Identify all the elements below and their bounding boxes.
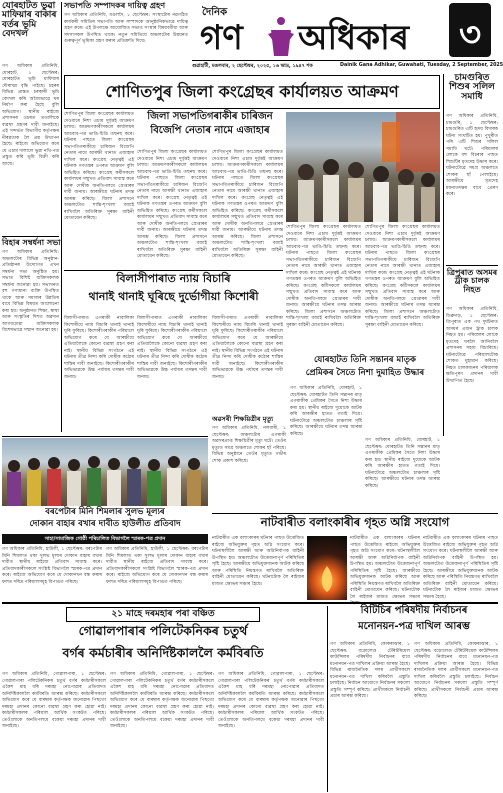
main-col1-text: শোণিতপুৰ জিলা কংগ্ৰেছৰ কাৰ্যালয়ত দেওবাৰে নিশা এচাম দুৰ্বৃত্তই আক্ৰমণ চলায়। আক্ৰমণকাৰীসকলে কাৰ্যালয়ৰ আচবাব-পত্ৰ ভাঙি-চিঙি তছনছ কৰে। ঘটনাৰ পাছতে জিলা কংগ্ৰেছৰ সভাপতিগৰাকীয়ে চাৰিজন বিজেপি নেতাৰ নামে আৰক্ষী থানাত এজাহাৰ দাখিল কৰে। কংগ্ৰেছ নেতৃত্বই এই ঘটনাক গণতন্ত্ৰৰ ওপৰত আক্ৰমণ বুলি অভিহিত কৰিছে। কংগ্ৰেছ কৰ্মীসকলে কাৰ্যালয়ৰ সন্মুখত প্ৰতিবাদ সাব্যস্ত কৰে আৰু দোষীক অনতিপলমে গ্ৰেপ্তাৰৰ দাবী জনায়। আৰক্ষীয়ে ঘটনাৰ তদন্ত আৰম্ভ কৰিছে। জিলা প্ৰশাসনে অঞ্চলটোত শান্তি-শৃংখলা বজাই ৰাখিবলৈ অতিৰিক্ত সুৰক্ষা বাহিনী মোতায়েন কৰিছে। xyxy=(64,112,134,221)
salary-col2-text: গণ অধিকাৰ প্ৰতিনিধি, গোৱালপাৰা, ১ ছেপ্টেম্বৰ: গোৱালপাৰা পলিটেকনিকৰ চতুৰ্থ বৰ্গৰ কৰ্মচাৰীসকলে একৈশ মাহ ধৰি দৰমহা নোপোৱাৰ প্ৰতিবাদত অনিৰ্দিষ্টকাললৈ কৰ্মবিৰতি আৰম্ভ কৰিছে। কৰ্মচাৰীসকলে অভিযোগ কৰে যে বাৰম্বাৰ কৰ্তৃপক্ষক জনোৱাৰ পিছতো দৰমহা প্ৰদানৰ কোনো ব্যৱস্থা গ্ৰহণ কৰা হোৱা নাই। কৰ্মচাৰীসকলৰ পৰিয়াল আৰ্থিক সংকটত পৰিছে। তেওঁলোকে অনতিপলমে বকেয়া দৰমহা প্ৰদানৰ দাবী জনাইছে। xyxy=(110,672,214,729)
protest-crowd-icon xyxy=(2,438,208,506)
btc-headline xyxy=(330,606,498,640)
brand-logo-icon xyxy=(268,16,294,56)
main-col5-text: শোণিতপুৰ জিলা কংগ্ৰেছৰ কাৰ্যালয়ত দেওবাৰে নিশা এচাম দুৰ্বৃত্তই আক্ৰমণ চলায়। আক্ৰমণকাৰীসকলে কাৰ্যালয়ৰ আচবাব-পত্ৰ ভাঙি-চিঙি তছনছ কৰে। ঘটনাৰ পাছতে জিলা কংগ্ৰেছৰ সভাপতিগৰাকীয়ে চাৰিজন বিজেপি নেতাৰ নামে আৰক্ষী থানাত এজাহাৰ দাখিল কৰে। কংগ্ৰেছ নেতৃত্বই এই ঘটনাক গণতন্ত্ৰৰ ওপৰত আক্ৰমণ বুলি অভিহিত কৰিছে। কংগ্ৰেছ কৰ্মীসকলে কাৰ্যালয়ৰ সন্মুখত প্ৰতিবাদ সাব্যস্ত কৰে আৰু দোষীক অনতিপলমে গ্ৰেপ্তাৰৰ দাবী জনায়। আৰক্ষীয়ে ঘটনাৰ তদন্ত আৰম্ভ কৰিছে। জিলা প্ৰশাসনে অঞ্চলটোত শান্তি-শৃংখলা বজাই ৰাখিবলৈ অতিৰিক্ত সুৰক্ষা বাহিনী মোতায়েন কৰিছে। xyxy=(365,225,440,328)
main-col2-text: শোণিতপুৰ জিলা কংগ্ৰেছৰ কাৰ্যালয়ত দেওবাৰে নিশা এচাম দুৰ্বৃত্তই আক্ৰমণ চলায়। আক্ৰমণকাৰীসকলে কাৰ্যালয়ৰ আচবাব-পত্ৰ ভাঙি-চিঙি তছনছ কৰে। ঘটনাৰ পাছতে জিলা কংগ্ৰেছৰ সভাপতিগৰাকীয়ে চাৰিজন বিজেপি নেতাৰ নামে আৰক্ষী থানাত এজাহাৰ দাখিল কৰে। কংগ্ৰেছ নেতৃত্বই এই ঘটনাক গণতন্ত্ৰৰ ওপৰত আক্ৰমণ বুলি অভিহিত কৰিছে। কংগ্ৰেছ কৰ্মীসকলে কাৰ্যালয়ৰ সন্মুখত প্ৰতিবাদ সাব্যস্ত কৰে আৰু দোষীক অনতিপলমে গ্ৰেপ্তাৰৰ দাবী জনায়। আৰক্ষীয়ে ঘটনাৰ তদন্ত আৰম্ভ কৰিছে। জিলা প্ৰশাসনে অঞ্চলটোত শান্তি-শৃংখলা বজাই ৰাখিবলৈ অতিৰিক্ত সুৰক্ষা বাহিনী মোতায়েন কৰিছে। xyxy=(137,150,207,259)
fire-col3-text: নাটবাৰীত এক বলাংকাৰৰ ঘটনাৰ পাছত উত্তেজিত ৰাইজে অভিযুক্তৰ গৃহত অগ্নি সংযোগ কৰে। ঘটনাস্থলীলৈ আৰক্ষী আৰু অগ্নিনিৰ্বাপক বাহিনী উপস্থিত হয়। অঞ্চলটোত উত্তেজনাপূৰ্ণ পৰিস্থিতিৰ সৃষ্টি হৈছে। আৰক্ষীয়ে অভিযুক্তজনক আটক কৰিছে আৰু পৰিস্থিতি নিয়ন্ত্ৰণত ৰাখিবলৈ অতিৰিক্ত বাহিনী মোতায়েন কৰিছে। ঘটনাটোক লৈ ৰাইজৰ মাজত ক্ষোভৰ সঞ্চাৰ হৈছে। xyxy=(423,536,498,600)
btc-headline-line1: বিটিচিৰ পৰিষদীয় নিৰ্বাচনৰ xyxy=(360,605,468,616)
brand-part1: গণ xyxy=(200,18,243,58)
protest-col2-text: গণ অধিকাৰ প্ৰতিনিধি, হাউলী, ১ ছেপ্টেম্বৰ: বৰপেটাৰ মিনি শিমলাত থকা সুলভ মূল্যৰ দোকান বাহাৰ বখাৰ দাবীত স্থানীয় ৰাইজে প্ৰতিবাদ সাব্যস্ত কৰে। প্ৰতিবাদকাৰীসকলে সংশ্লিষ্ট বিভাগলৈ স্মাৰক-পত্ৰ প্ৰদান কৰে। ৰাইজে অভিযোগ কৰে যে দোকানখন বন্ধ কৰাৰ ফলত দৰিদ্ৰ পৰিয়ালসমূহ বিপাঙত পৰিছে। xyxy=(106,547,208,585)
left-story1-text: গণ অধিকাৰ প্ৰতিনিধি, যোৰহাট, ১ ছেপ্টেম্বৰ: যোৰহাটত ভূমি মাফিয়াৰ দৌৰাত্ম্য বৃদ্ধি পাইছে। চহৰৰ বিভিন্ন প্ৰান্তত চৰকাৰী ভূমি বেদখল কৰি অবৈধভাৱে ঘৰ নিৰ্মাণ কৰা হৈছে বুলি অভিযোগ। স্থানীয় ৰাইজে প্ৰশাসনৰ ওচৰত ততালিকে ব্যৱস্থা গ্ৰহণৰ দাবী জনাইছে। এই সন্দৰ্ভত বিভাগীয় কৰ্তৃপক্ষৰ নীৰৱতাক লৈ প্ৰশ্ন উত্থাপন হৈছে। ৰাইজে অভিযোগ কৰে যে এচাম দালালে ভুৱা নথি-পত্ৰ প্ৰস্তুত কৰি ভূমি বিক্ৰী কৰি আছে। xyxy=(2,64,59,167)
salary-headline-line2: বৰ্গৰ কৰ্মচাৰীৰ অনিৰ্দিষ্টকাললৈ কৰ্মবিৰতি xyxy=(62,645,264,660)
top-center-text: গণ অধিকাৰ প্ৰতিনিধি, মঙলদৈ, ১ ছেপ্টেম্বৰ: সংস্থাটোৰ নৱগঠিত কাৰ্যকৰী সমিতিৰ সভাপতি আৰু সম্পাদকে আনুষ্ঠানিকভাৱে দায়িত্ব গ্ৰহণ কৰে। এই উপলক্ষে আয়োজিত সভাত সংস্থাৰ বিষয়ববীয়া আৰু সদস্যসকল উপস্থিত থাকে। নতুন সমিতিয়ে অঞ্চলটোৰ উন্নয়নত গুৰুত্বপূৰ্ণ ভূমিকা গ্ৰহণ কৰাৰ প্ৰতিশ্ৰুতি দিয়ে। xyxy=(64,13,188,44)
jorhat-col2-text: গণ অধিকাৰ প্ৰতিনিধি, যোৰহাট, ১ ছেপ্টেম্বৰ: যোৰহাটত তিনি সন্তানৰ মাতৃ এগৰাকীক প্ৰেমিকৰ সৈতে নিশা উদ্ধাৰ কৰা হয়। স্থানীয় ৰাইজে দুয়োকে আটক কৰি আৰক্ষীৰ হাতত গতাই দিয়ে। ঘটনাটোৱে অঞ্চলটোত চাঞ্চল্যৰ সৃষ্টি কৰিছে। আৰক্ষীয়ে ঘটনাৰ তদন্ত আৰম্ভ কৰিছে। xyxy=(365,438,440,489)
protest-caption-line2: দোকান বাহাৰ বখাৰ দাবীত হাউলীত প্ৰতিবাদ xyxy=(29,519,181,529)
jorhat-story-headline xyxy=(290,356,440,386)
btc-headline-line2: মনোনয়ন-পত্ৰ দাখিল আৰম্ভ xyxy=(358,621,470,632)
left-story2-text: গণ অধিকাৰ প্ৰতিনিধি: অঞ্চলটোৰ বিভিন্ন অনুষ্ঠান-প্ৰতিষ্ঠানৰ উদ্যোগত এখন সম্বৰ্ধনা সভা অনুষ্ঠিত হয়। সভাত বিশিষ্ট ব্যক্তিসকলক সম্বৰ্ধনা জনোৱা হয়। সভাখনত বহু গণ্যমান্য ব্যক্তি উপস্থিত থাকে আৰু সমাজৰ উন্নতিৰ বাবে বিভিন্ন বিষয়ত আলোচনা কৰা হয়। অনুষ্ঠানত শিক্ষা, স্বাস্থ্য আৰু সংস্কৃতিৰ দিশত অৱদান আগবঢ়োৱা ব্যক্তিসকলক বিশেষভাৱে সন্মান জনোৱা হয়। xyxy=(2,250,59,333)
child-headline-line2: থানাই থানাই ঘূৰিছে দুৰ্ভোগীয়া কিশোৰী xyxy=(88,290,259,303)
child-col1-text: বিলাসীপাৰাত এগৰাকী নাবালিকা কিশোৰীয়ে ন্যায় বিচাৰি থানাই থানাই ঘূৰি ফুৰিছে। কিশোৰীগৰাকীৰ পৰিয়ালে অভিযোগ কৰে যে আৰক্ষীয়ে এতিয়ালৈকে কোনো ব্যৱস্থা গ্ৰহণ কৰা নাই। স্থানীয় বিভিন্ন সংগঠনে এই ঘটনাৰ তীব্ৰ নিন্দা কৰি দোষীক কঠোৰ শাস্তিৰ দাবী জনাইছে। কিশোৰীগৰাকীৰ অভিভাৱকে উচ্চ পৰ্যায়ৰ তদন্তৰ দাবী জনায়। xyxy=(64,316,134,380)
child-col2-text: বিলাসীপাৰাত এগৰাকী নাবালিকা কিশোৰীয়ে ন্যায় বিচাৰি থানাই থানাই ঘূৰি ফুৰিছে। কিশোৰীগৰাকীৰ পৰিয়ালে অভিযোগ কৰে যে আৰক্ষীয়ে এতিয়ালৈকে কোনো ব্যৱস্থা গ্ৰহণ কৰা নাই। স্থানীয় বিভিন্ন সংগঠনে এই ঘটনাৰ তীব্ৰ নিন্দা কৰি দোষীক কঠোৰ শাস্তিৰ দাবী জনাইছে। কিশোৰীগৰাকীৰ অভিভাৱকে উচ্চ পৰ্যায়ৰ তদন্তৰ দাবী জনায়। xyxy=(137,316,207,380)
protest-subcaption-bar xyxy=(2,534,208,544)
right-story1-text: গণ অধিকাৰ প্ৰতিনিধি, চামগুৰি, ১ ছেপ্টেম্বৰ: চামগুৰিত এটি হৃদয় বিদাৰক ঘটনা সংঘটিত হয়। পুখুৰীত পৰি এটি শিশুৰ সলিল সমাধি ঘটে। পৰিয়ালৰ লোকে বহু বিচৰাৰ পাছত শিশুটিৰ মৃতদেহ উদ্ধাৰ কৰে। ঘটনাটোৱে সমগ্ৰ অঞ্চলতে শোকৰ ছাঁ পেলাইছে। আৰক্ষীয়ে মৃতদেহ ময়নাতদন্তৰ বাবে প্ৰেৰণ কৰে। xyxy=(446,114,498,197)
jorhat-headline-line1: যোৰহাটত তিনি সন্তানৰ মাতৃক xyxy=(313,355,417,365)
right-story2-headline: ত্ৰিপুৰাত অসমৰ ট্ৰাক চালক নিহত xyxy=(446,268,498,294)
dateline-assamese: গুৱাহাটী, মঙলবাৰ, ২ ছেপ্টেম্বৰ, ২০২৫, ১৬ ভাদ্ৰ, ১৯৪৭ শক xyxy=(192,64,313,69)
right-story2-text: গণ অধিকাৰ প্ৰতিনিধি, ডিব্ৰুগড়, ১ ছেপ্টেম্বৰ: ত্ৰিপুৰাত এক পথ দুৰ্ঘটনাত অসমৰ এজন ট্ৰাক চালক নিহত হয়। পৰিয়ালৰ লোকে মৃতদেহ ঘৰলৈ আনিবলৈ প্ৰশাসনৰ সহায় বিচাৰিছে। ঘটনাটোৱে পৰিয়ালটোক শোকত মুহ্যমান কৰিছে। নিহত চালকজনৰ পৰিয়ালক ক্ষতিপূৰণ প্ৰদানৰ দাবী উত্থাপিত হৈছে। xyxy=(446,307,498,384)
right-story1-headline: চামগুৰিত শিশুৰ সলিল সমাধি xyxy=(449,73,495,102)
btc-col2-text: গণ অধিকাৰ প্ৰতিনিধি, কোকৰাঝাৰ, ১ ছেপ্টেম্বৰ: বড়োলেণ্ড টেৰিটৰিয়েল কাউন্সিলৰ পৰিষদীয় নিৰ্বাচনৰ বাবে মনোনয়ন-পত্ৰ দাখিলৰ প্ৰক্ৰিয়া আৰম্ভ হৈছে। বিভিন্ন ৰাজনৈতিক দলৰ প্ৰাৰ্থীসকলে মনোনয়ন-পত্ৰ দাখিল কৰিবলৈ প্ৰস্তুতি চলাইছে। নিৰ্বাচন আয়োগে নিৰ্বাচনৰ সকলো প্ৰস্তুতি সম্পূৰ্ণ কৰিছে। প্ৰাৰ্থীসকলে নিৰ্বাচনী প্ৰচাৰ আৰম্ভ কৰিছে। xyxy=(414,642,498,699)
salary-col3-text: গণ অধিকাৰ প্ৰতিনিধি, গোৱালপাৰা, ১ ছেপ্টেম্বৰ: গোৱালপাৰা পলিটেকনিকৰ চতুৰ্থ বৰ্গৰ কৰ্মচাৰীসকলে একৈশ মাহ ধৰি দৰমহা নোপোৱাৰ প্ৰতিবাদত অনিৰ্দিষ্টকাললৈ কৰ্মবিৰতি আৰম্ভ কৰিছে। কৰ্মচাৰীসকলে অভিযোগ কৰে যে বাৰম্বাৰ কৰ্তৃপক্ষক জনোৱাৰ পিছতো দৰমহা প্ৰদানৰ কোনো ব্যৱস্থা গ্ৰহণ কৰা হোৱা নাই। কৰ্মচাৰীসকলৰ পৰিয়াল আৰ্থিক সংকটত পৰিছে। তেওঁলোকে অনতিপলমে বকেয়া দৰমহা প্ৰদানৰ দাবী জনাইছে। xyxy=(218,672,324,729)
fire-photo xyxy=(307,536,347,600)
top-center-story xyxy=(64,2,188,72)
main-subhead xyxy=(137,112,283,146)
child-col3-text: বিলাসীপাৰাত এগৰাকী নাবালিকা কিশোৰীয়ে ন্যায় বিচাৰি থানাই থানাই ঘূৰি ফুৰিছে। কিশোৰীগৰাকীৰ পৰিয়ালে অভিযোগ কৰে যে আৰক্ষীয়ে এতিয়ালৈকে কোনো ব্যৱস্থা গ্ৰহণ কৰা নাই। স্থানীয় বিভিন্ন সংগঠনে এই ঘটনাৰ তীব্ৰ নিন্দা কৰি দোষীক কঠোৰ শাস্তিৰ দাবী জনাইছে। কিশোৰীগৰাকীৰ অভিভাৱকে উচ্চ পৰ্যায়ৰ তদন্তৰ দাবী জনায়। xyxy=(212,316,283,380)
page-number-box xyxy=(449,3,491,57)
protest-col1-text: গণ অধিকাৰ প্ৰতিনিধি, হাউলী, ১ ছেপ্টেম্বৰ: বৰপেটাৰ মিনি শিমলাত থকা সুলভ মূল্যৰ দোকান বাহাৰ বখাৰ দাবীত স্থানীয় ৰাইজে প্ৰতিবাদ সাব্যস্ত কৰে। প্ৰতিবাদকাৰীসকলে সংশ্লিষ্ট বিভাগলৈ স্মাৰক-পত্ৰ প্ৰদান কৰে। ৰাইজে অভিযোগ কৰে যে দোকানখন বন্ধ কৰাৰ ফলত দৰিদ্ৰ পৰিয়ালসমূহ বিপাঙত পৰিছে। xyxy=(2,547,102,585)
main-col4-text: শোণিতপুৰ জিলা কংগ্ৰেছৰ কাৰ্যালয়ত দেওবাৰে নিশা এচাম দুৰ্বৃত্তই আক্ৰমণ চলায়। আক্ৰমণকাৰীসকলে কাৰ্যালয়ৰ আচবাব-পত্ৰ ভাঙি-চিঙি তছনছ কৰে। ঘটনাৰ পাছতে জিলা কংগ্ৰেছৰ সভাপতিগৰাকীয়ে চাৰিজন বিজেপি নেতাৰ নামে আৰক্ষী থানাত এজাহাৰ দাখিল কৰে। কংগ্ৰেছ নেতৃত্বই এই ঘটনাক গণতন্ত্ৰৰ ওপৰত আক্ৰমণ বুলি অভিহিত কৰিছে। কংগ্ৰেছ কৰ্মীসকলে কাৰ্যালয়ৰ সন্মুখত প্ৰতিবাদ সাব্যস্ত কৰে আৰু দোষীক অনতিপলমে গ্ৰেপ্তাৰৰ দাবী জনায়। আৰক্ষীয়ে ঘটনাৰ তদন্ত আৰম্ভ কৰিছে। জিলা প্ৰশাসনে অঞ্চলটোত শান্তি-শৃংখলা বজাই ৰাখিবলৈ অতিৰিক্ত সুৰক্ষা বাহিনী মোতায়েন কৰিছে। xyxy=(286,225,361,328)
main-headline-box xyxy=(64,75,440,109)
teacher-story xyxy=(212,416,286,511)
right-column xyxy=(446,74,498,436)
main-headline: শোণিতপুৰ জিলা কংগ্ৰেছৰ কাৰ্যালয়ত আক্ৰমণ xyxy=(105,82,399,101)
top-center-headline: সভাপতি সম্পাদকৰ দায়িত্ব গ্ৰহণ xyxy=(64,1,166,10)
main-col3-text: শোণিতপুৰ জিলা কংগ্ৰেছৰ কাৰ্যালয়ত দেওবাৰে নিশা এচাম দুৰ্বৃত্তই আক্ৰমণ চলায়। আক্ৰমণকাৰীসকলে কাৰ্যালয়ৰ আচবাব-পত্ৰ ভাঙি-চিঙি তছনছ কৰে। ঘটনাৰ পাছতে জিলা কংগ্ৰেছৰ সভাপতিগৰাকীয়ে চাৰিজন বিজেপি নেতাৰ নামে আৰক্ষী থানাত এজাহাৰ দাখিল কৰে। কংগ্ৰেছ নেতৃত্বই এই ঘটনাক গণতন্ত্ৰৰ ওপৰত আক্ৰমণ বুলি অভিহিত কৰিছে। কংগ্ৰেছ কৰ্মীসকলে কাৰ্যালয়ৰ সন্মুখত প্ৰতিবাদ সাব্যস্ত কৰে আৰু দোষীক অনতিপলমে গ্ৰেপ্তাৰৰ দাবী জনায়। আৰক্ষীয়ে ঘটনাৰ তদন্ত আৰম্ভ কৰিছে। জিলা প্ৰশাসনে অঞ্চলটোত শান্তি-শৃংখলা বজাই ৰাখিবলৈ অতিৰিক্ত সুৰক্ষা বাহিনী মোতায়েন কৰিছে। xyxy=(212,150,283,259)
left-story2-headline: বিহাৰ সম্বৰ্ধনা সভা xyxy=(2,238,61,247)
teacher-headline: অৱসৰী শিক্ষয়িত্ৰীৰ মৃত্যু xyxy=(212,415,274,423)
jorhat-headline-line2: প্ৰেমিকৰ সৈতে নিশা দুমাহিত উদ্ধাৰ xyxy=(305,368,425,378)
btc-col1-text: গণ অধিকাৰ প্ৰতিনিধি, কোকৰাঝাৰ, ১ ছেপ্টেম্বৰ: বড়োলেণ্ড টেৰিটৰিয়েল কাউন্সিলৰ পৰিষদীয় নিৰ্বাচনৰ বাবে মনোনয়ন-পত্ৰ দাখিলৰ প্ৰক্ৰিয়া আৰম্ভ হৈছে। বিভিন্ন ৰাজনৈতিক দলৰ প্ৰাৰ্থীসকলে মনোনয়ন-পত্ৰ দাখিল কৰিবলৈ প্ৰস্তুতি চলাইছে। নিৰ্বাচন আয়োগে নিৰ্বাচনৰ সকলো প্ৰস্তুতি সম্পূৰ্ণ কৰিছে। প্ৰাৰ্থীসকলে নিৰ্বাচনী প্ৰচাৰ আৰম্ভ কৰিছে। xyxy=(330,642,410,699)
teacher-text: গণ অধিকাৰ প্ৰতিনিধি, নলবাৰী, ১ ছেপ্টেম্বৰ: অঞ্চলটোৰ এগৰাকী অৱসৰপ্ৰাপ্ত শিক্ষয়িত্ৰীৰ মৃত্যু ঘটে। তেওঁৰ মৃত্যুত সমগ্ৰ অঞ্চলতে শোকৰ ছাঁ পৰিছে। বিভিন্ন অনুষ্ঠানে তেওঁৰ মৃত্যুত গভীৰ শোক প্ৰকাশ কৰিছে। xyxy=(212,426,286,464)
fire-col1-text: নাটবাৰীত এক বলাংকাৰৰ ঘটনাৰ পাছত উত্তেজিত ৰাইজে অভিযুক্তৰ গৃহত অগ্নি সংযোগ কৰে। ঘটনাস্থলীলৈ আৰক্ষী আৰু অগ্নিনিৰ্বাপক বাহিনী উপস্থিত হয়। অঞ্চলটোত উত্তেজনাপূৰ্ণ পৰিস্থিতিৰ সৃষ্টি হৈছে। আৰক্ষীয়ে অভিযুক্তজনক আটক কৰিছে আৰু পৰিস্থিতি নিয়ন্ত্ৰণত ৰাখিবলৈ অতিৰিক্ত বাহিনী মোতায়েন কৰিছে। ঘটনাটোক লৈ ৰাইজৰ মাজত ক্ষোভৰ সঞ্চাৰ হৈছে। xyxy=(212,536,304,587)
fire-flame-icon xyxy=(307,536,347,600)
fire-headline: নাটবাৰীত বলাংকাৰীৰ গৃহত অগ্নি সংযোগ xyxy=(260,515,450,529)
protest-photo xyxy=(2,438,208,506)
child-headline-line1: বিলাসীপাৰাত ন্যায় বিচাৰি xyxy=(116,272,231,285)
dateline-english: Dainik Gana Adhikar, Guwahati, Tuesday, 2 September, 2025 xyxy=(340,63,503,68)
protest-caption-line1: বৰপেটাৰ মিনি শিমলাৰ সুলভ মূল্যৰ xyxy=(45,507,165,517)
masthead xyxy=(192,2,503,70)
main-subhead-line2: বিজেপি নেতাৰ নামে এজাহাৰ xyxy=(150,125,270,136)
child-story-headline xyxy=(64,273,283,315)
left-column xyxy=(2,2,59,432)
main-story-photo xyxy=(286,112,440,222)
salary-col1-text: গণ অধিকাৰ প্ৰতিনিধি, গোৱালপাৰা, ১ ছেপ্টেম্বৰ: গোৱালপাৰা পলিটেকনিকৰ চতুৰ্থ বৰ্গৰ কৰ্মচাৰীসকলে একৈশ মাহ ধৰি দৰমহা নোপোৱাৰ প্ৰতিবাদত অনিৰ্দিষ্টকাললৈ কৰ্মবিৰতি আৰম্ভ কৰিছে। কৰ্মচাৰীসকলে অভিযোগ কৰে যে বাৰম্বাৰ কৰ্তৃপক্ষক জনোৱাৰ পিছতো দৰমহা প্ৰদানৰ কোনো ব্যৱস্থা গ্ৰহণ কৰা হোৱা নাই। কৰ্মচাৰীসকলৰ পৰিয়াল আৰ্থিক সংকটত পৰিছে। তেওঁলোকে অনতিপলমে বকেয়া দৰমহা প্ৰদানৰ দাবী জনাইছে। xyxy=(2,672,106,729)
crowd-photo-icon xyxy=(286,112,440,222)
salary-kicker-box xyxy=(66,607,260,622)
protest-subcaption: সাহা/সামাজিক গোষ্ঠী পৰিচালিত বিভাগলৈ স্মাৰক-পত্ৰ প্ৰদান xyxy=(44,536,166,542)
salary-kicker: ২১ মাহে দৰমহাৰ পৰা বঞ্চিত xyxy=(111,609,215,619)
page-number: ৩ xyxy=(458,15,482,55)
main-subhead-line1: জিলা সভাপতিগৰাকীৰ চাৰিজন xyxy=(147,111,273,122)
left-story1-headline: যোৰহাটত ভুৱা মাফিয়াৰ বাকাৰ বৰ্তৰ ভূমি বেদখল xyxy=(2,1,57,40)
brand-part2: অধিকাৰ xyxy=(298,18,410,58)
fire-col2-text: নাটবাৰীত এক বলাংকাৰৰ ঘটনাৰ পাছত উত্তেজিত ৰাইজে অভিযুক্তৰ গৃহত অগ্নি সংযোগ কৰে। ঘটনাস্থলীলৈ আৰক্ষী আৰু অগ্নিনিৰ্বাপক বাহিনী উপস্থিত হয়। অঞ্চলটোত উত্তেজনাপূৰ্ণ পৰিস্থিতিৰ সৃষ্টি হৈছে। আৰক্ষীয়ে অভিযুক্তজনক আটক কৰিছে আৰু পৰিস্থিতি নিয়ন্ত্ৰণত ৰাখিবলৈ অতিৰিক্ত বাহিনী মোতায়েন কৰিছে। ঘটনাটোক লৈ ৰাইজৰ মাজত ক্ষোভৰ সঞ্চাৰ xyxy=(350,536,420,600)
jorhat-col1-text: গণ অধিকাৰ প্ৰতিনিধি, যোৰহাট, ১ ছেপ্টেম্বৰ: যোৰহাটত তিনি সন্তানৰ মাতৃ এগৰাকীক প্ৰেমিকৰ সৈতে নিশা উদ্ধাৰ কৰা হয়। স্থানীয় ৰাইজে দুয়োকে আটক কৰি আৰক্ষীৰ হাতত গতাই দিয়ে। ঘটনাটোৱে অঞ্চলটোত চাঞ্চল্যৰ সৃষ্টি কৰিছে। আৰক্ষীয়ে ঘটনাৰ তদন্ত আৰম্ভ কৰিছে। xyxy=(290,386,362,437)
salary-headline-line1: গোৱালপাৰাৰ পলিটেকনিকৰ চতুৰ্থ xyxy=(78,623,248,638)
brand-small: দৈনিক xyxy=(202,7,228,18)
protest-caption xyxy=(2,508,208,532)
salary-headline xyxy=(2,624,324,668)
